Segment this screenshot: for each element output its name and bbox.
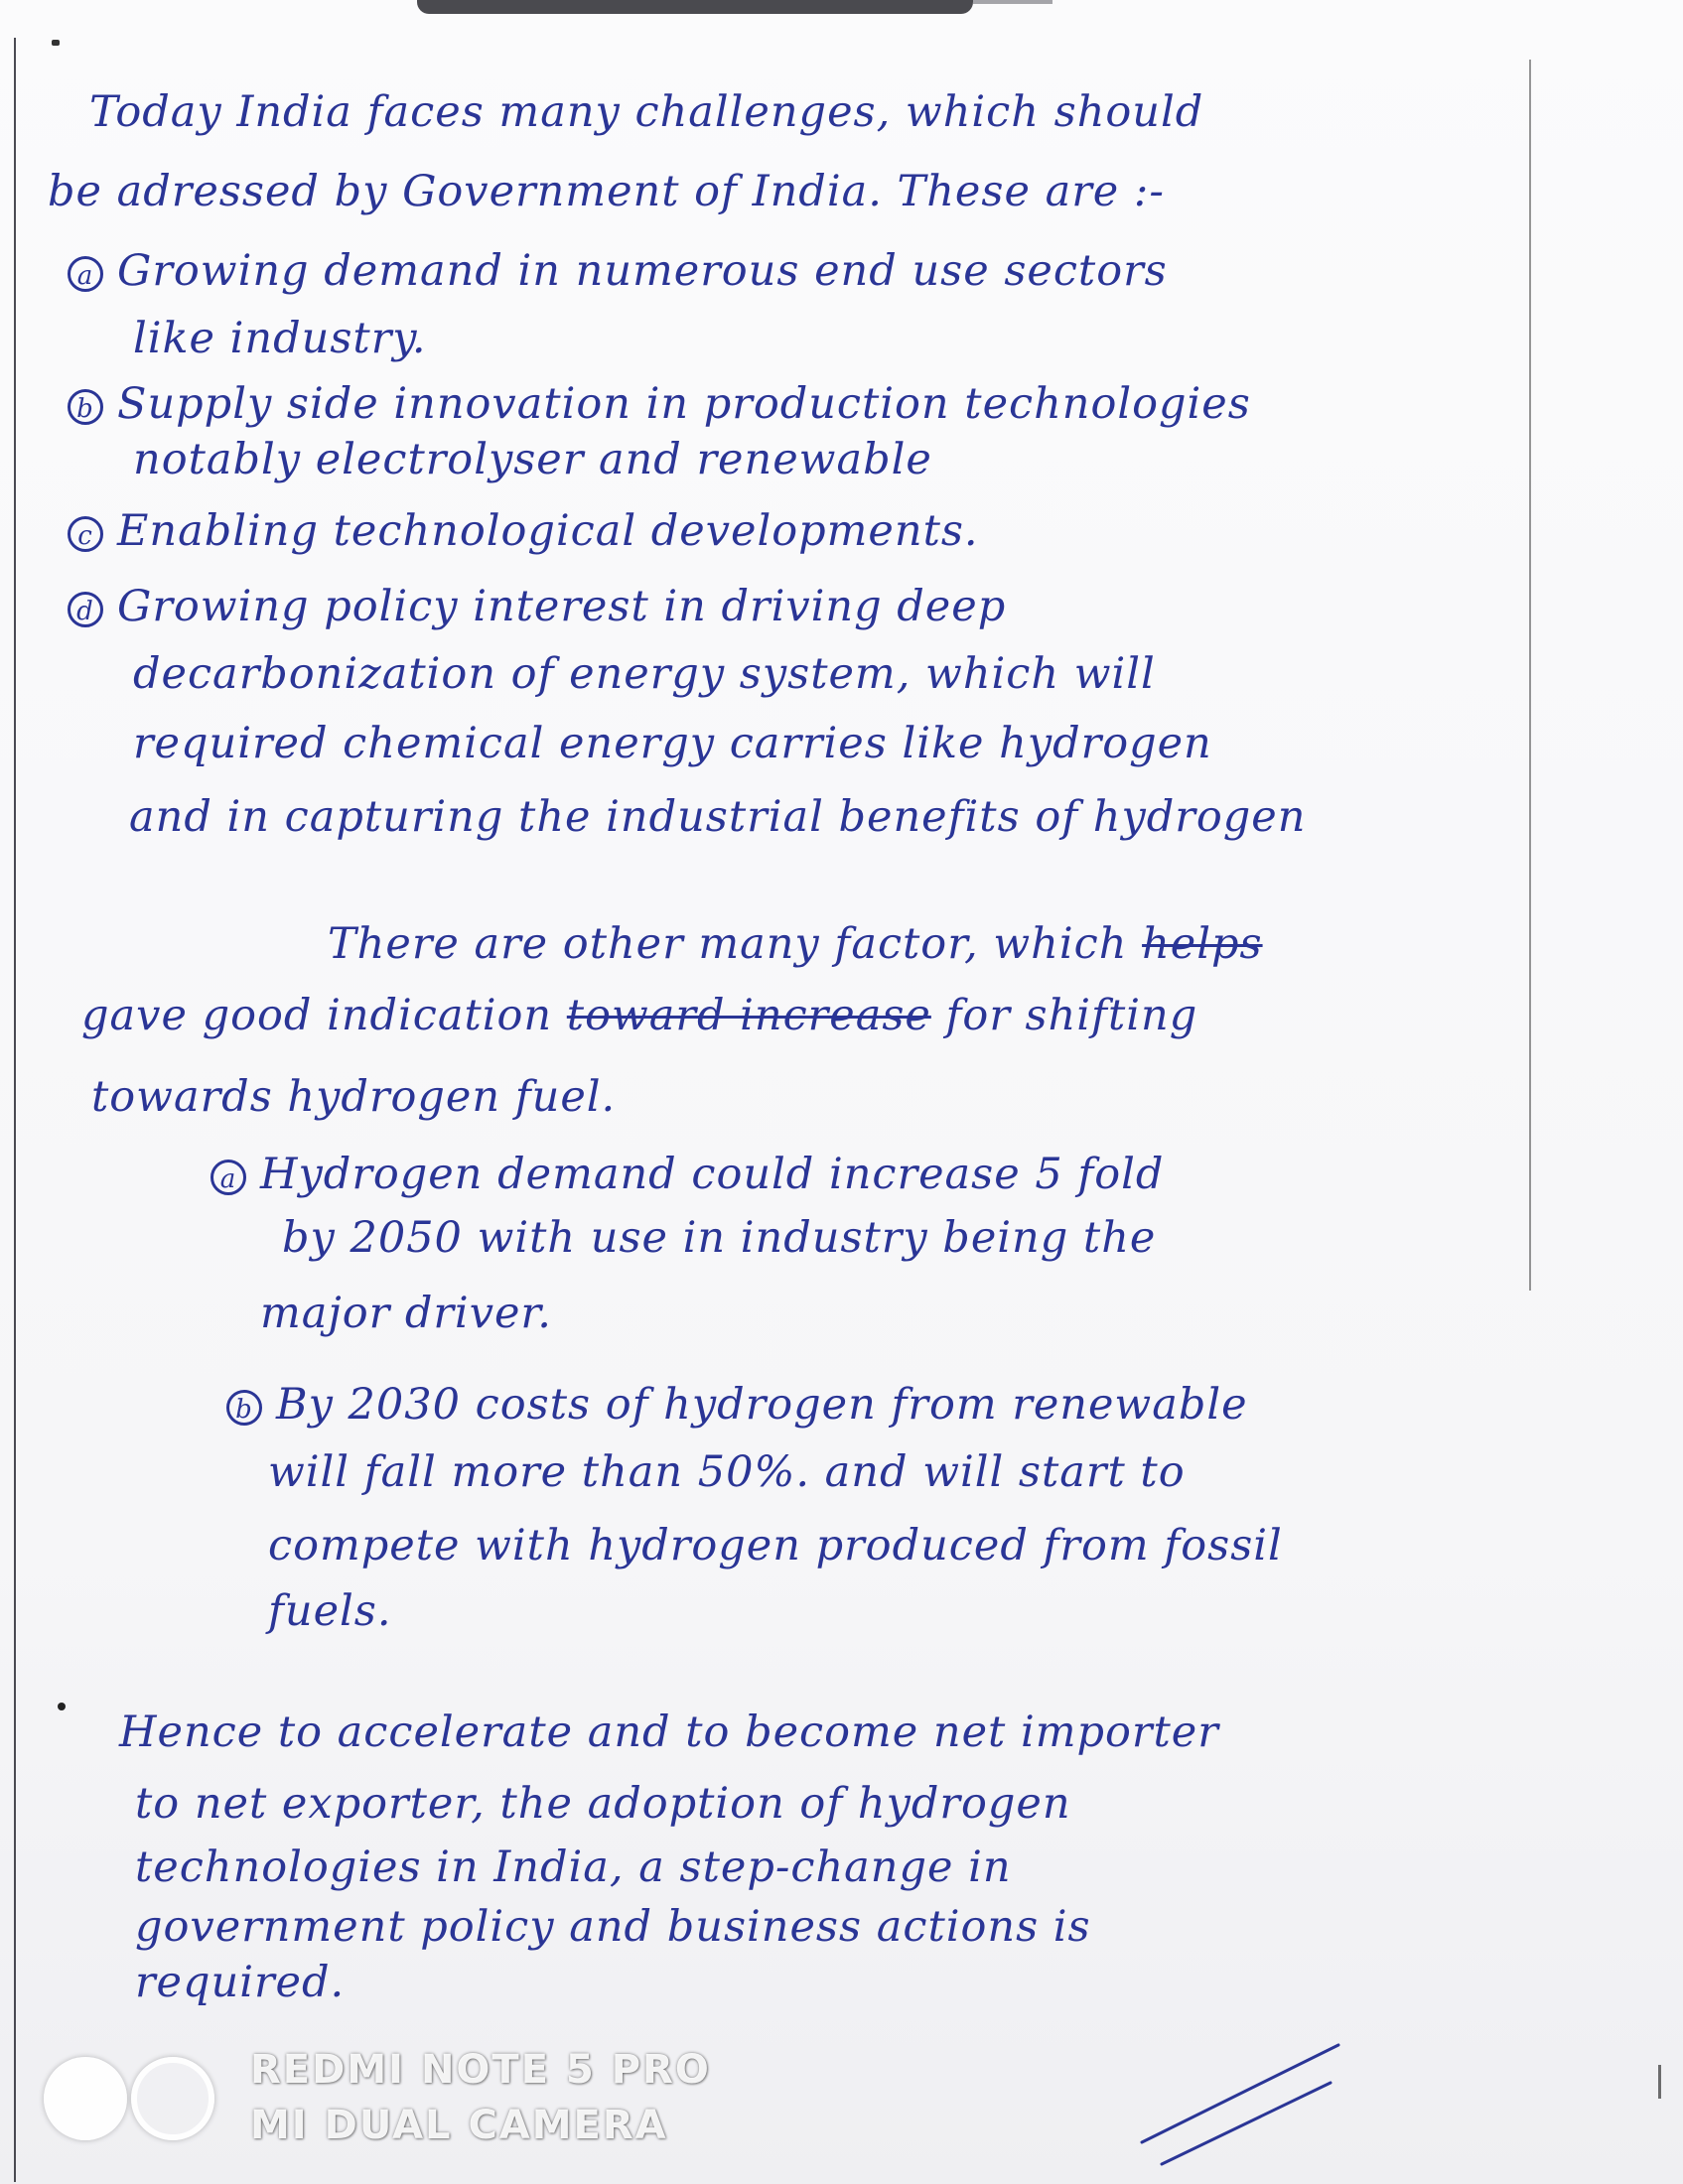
list2-item-a-line-3: major driver. (260, 1289, 552, 1338)
list1-item-a-text: Growing demand in numerous end use sectors (117, 246, 1168, 296)
list2-marker-b: b (226, 1390, 262, 1426)
conclusion-line-2: to net exporter, the adoption of hydrogen (135, 1779, 1071, 1829)
list1-item-c-text: Enabling technological developments. (117, 506, 979, 556)
conclusion-line-1: Hence to accelerate and to become net importer (119, 1707, 1219, 1757)
list1-item-d-line-3: required chemical energy carries like hydrogen (133, 719, 1212, 768)
watermark-lens-icon-solid (44, 2057, 127, 2140)
watermark-line-2: MI DUAL CAMERA (250, 2103, 668, 2148)
list2-item-a-line-2: by 2050 with use in industry being the (282, 1213, 1157, 1263)
list2-item-a-text: Hydrogen demand could increase 5 fold (260, 1150, 1165, 1199)
list1-marker-d: d (68, 592, 103, 627)
list1-item-d-line-2: decarbonization of energy system, which will (133, 649, 1156, 699)
intro-line-1: Today India faces many challenges, which should (89, 87, 1204, 137)
list2-item-b-line-2: will fall more than 50%. and will start to (268, 1447, 1186, 1497)
list1-item-a-line-1 (68, 244, 1168, 298)
signature-strokes (1132, 2025, 1350, 2174)
conclusion-line-4: government policy and business actions is (135, 1902, 1091, 1952)
list2-item-b-text: By 2030 costs of hydrogen from renewable (276, 1380, 1248, 1430)
list1-item-b-text: Supply side innovation in production technologies (117, 379, 1251, 429)
intro-line-2: be adressed by Government of India. These are :- (48, 167, 1165, 216)
list1-marker-a: a (68, 256, 103, 292)
watermark-lens-icon-ring (131, 2057, 214, 2140)
list2-marker-a: a (210, 1160, 246, 1195)
conclusion-line-5: required. (135, 1958, 346, 2007)
list1-item-d-line-1 (68, 580, 1006, 633)
list1-item-d-line-4: and in capturing the industrial benefits of hydrogen (129, 792, 1307, 842)
list1-item-d-text: Growing policy interest in driving deep (117, 582, 1007, 631)
list1-item-b-line-1 (68, 377, 1251, 431)
list1-marker-b: b (68, 389, 103, 425)
paragraph-bullet-mark (58, 1703, 66, 1710)
para2-line-1 (328, 917, 1263, 971)
list2-item-b-line-4: fuels. (268, 1586, 392, 1636)
para2-line-2 (81, 989, 1197, 1042)
list1-item-c-line-1 (68, 504, 979, 558)
camera-watermark (40, 2045, 711, 2164)
para2-struck-phrase: toward increase (566, 991, 931, 1040)
para2-line-1-text: There are other many factor, which (328, 919, 1128, 969)
conclusion-line-3: technologies in India, a step-change in (135, 1843, 1012, 1892)
watermark-line-1: REDMI NOTE 5 PRO (250, 2047, 711, 2093)
list2-item-b-line-3: compete with hydrogen produced from fossil (268, 1521, 1283, 1570)
list1-item-a-line-2: like industry. (133, 314, 427, 363)
para2-struck-word: helps (1142, 919, 1263, 969)
list1-marker-c: c (68, 516, 103, 552)
right-margin-line (1529, 60, 1531, 1291)
list2-item-b-line-1 (226, 1378, 1248, 1432)
top-edge-shadow (417, 0, 973, 14)
para2-line-3: towards hydrogen fuel. (91, 1072, 617, 1122)
list2-item-a-line-1 (210, 1148, 1164, 1201)
top-edge-strip (973, 0, 1052, 4)
left-margin-line (14, 38, 16, 2182)
para2-line-2-text-b: for shifting (945, 991, 1198, 1040)
list1-item-b-line-2: notably electrolyser and renewable (133, 435, 932, 484)
para2-line-2-text-a: gave good indication (81, 991, 553, 1040)
corner-mark (52, 40, 60, 46)
edge-tick-mark (1658, 2065, 1661, 2099)
